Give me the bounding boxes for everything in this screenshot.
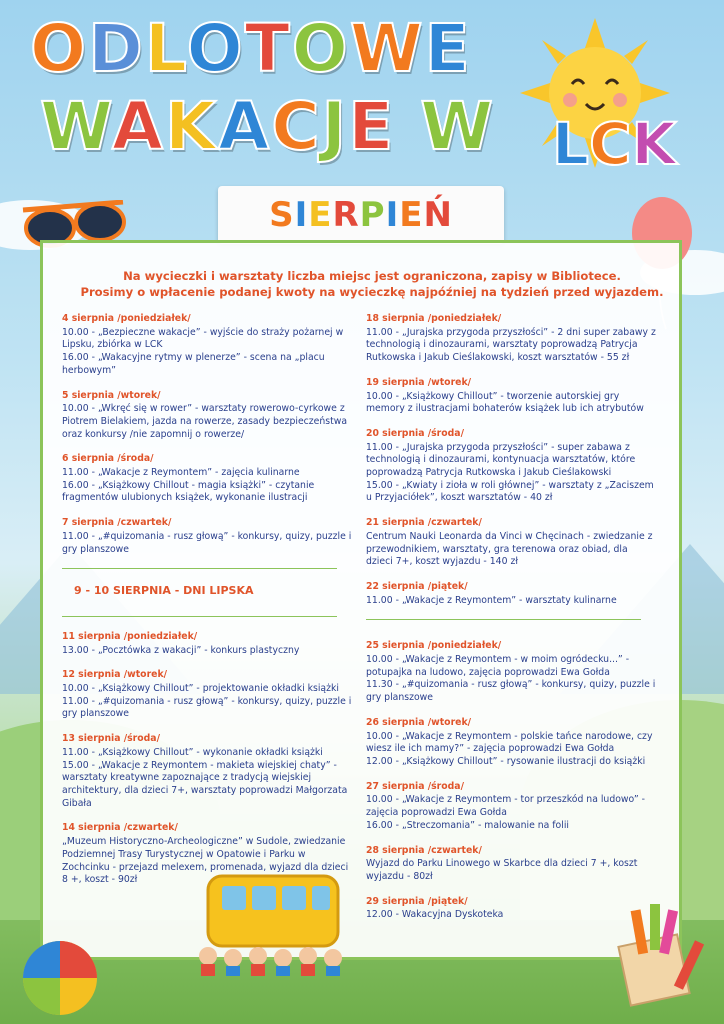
schedule-day	[62, 390, 352, 442]
day-event: 13.00 - „Pocztówka z wakacji” - konkurs plastyczny	[62, 644, 300, 656]
schedule-day	[366, 428, 656, 505]
title-letter: W	[40, 88, 112, 165]
day-date: 22 sierpnia /piątek/	[366, 580, 468, 592]
day-event: 11.00 - „Wakacje z Reymontem” - warsztaty kulinarne	[366, 594, 617, 606]
day-date: 11 sierpnia /poniedziałek/	[62, 630, 198, 642]
title-line2	[40, 88, 495, 165]
month-letter: P	[359, 195, 386, 235]
title-letter: E	[348, 88, 396, 165]
title-letter: E	[424, 10, 472, 87]
day-date: 5 sierpnia /wtorek/	[62, 389, 161, 401]
day-date: 20 sierpnia /środa/	[366, 427, 464, 439]
day-event: 16.00 - „Książkowy Chillout - magia książki” - czytanie fragmentów ulubionych książek, wykonanie ilustracji	[62, 479, 315, 504]
day-event: 11.00 - „Jurajska przygoda przyszłości” - 2 dni super zabawy z technologią i dinozaurami, warsztaty poprowadzą Patrycja Rutkowska i Jakub Cieślakowski, koszt warsztatów - 55 zł	[366, 326, 656, 364]
day-event: 10.00 - „Wakacje z Reymontem - polskie tańce narodowe, czy wiesz ile ich mamy?” - zajęcia poprowadzi Ewa Gołda	[366, 730, 653, 755]
beach-ball-icon	[20, 938, 100, 1018]
day-event: 11.00 - „Wakacje z Reymontem” - zajęcia kulinarne	[62, 467, 300, 479]
intro-line1: Na wycieczki i warsztaty liczba miejsc jest ograniczona, zapisy w Bibliotece.	[123, 269, 621, 283]
day-date: 21 sierpnia /czwartek/	[366, 517, 482, 529]
schedule-day	[366, 313, 656, 365]
day-date: 27 sierpnia /środa/	[366, 780, 464, 792]
title-letter: D	[88, 10, 145, 87]
day-event: 16.00 - „Streczomania” - malowanie na folii	[366, 819, 569, 831]
day-event: 15.00 - „Kwiaty i zioła w roli głównej” - warsztaty z „Zaciszem u Przyjaciółek”, koszt warsztatów - 40 zł	[366, 479, 654, 504]
title-letter: T	[244, 10, 292, 87]
right-column	[366, 313, 656, 934]
day-event: Wyjazd do Parku Linowego w Skarbce dla dzieci 7 +, koszt wyjazdu - 80zł	[366, 858, 638, 882]
title-letter: K	[164, 88, 219, 165]
schedule-day	[62, 453, 352, 505]
schedule-day	[366, 581, 656, 607]
day-date: 18 sierpnia /poniedziałek/	[366, 313, 502, 324]
month-letter: I	[385, 195, 400, 235]
day-event: 10.00 - „Wkręć się w rower” - warsztaty rowerowo-cyrkowe z Piotrem Bielakiem, jazda na rowerze, zasady bezpieczeństwa oraz konkursy /nie zapomnij o rowerze/	[62, 403, 348, 440]
schedule-day	[366, 640, 656, 705]
title-line1	[30, 10, 472, 87]
day-date: 14 sierpnia /czwartek/	[62, 822, 178, 834]
divider	[62, 568, 337, 569]
crayons-icon	[604, 900, 714, 1010]
lck-letter: L	[552, 110, 589, 178]
title-letter: O	[291, 10, 350, 87]
title-letter: W	[420, 88, 496, 165]
lck-logo	[552, 110, 677, 178]
day-date: 13 sierpnia /środa/	[62, 733, 160, 745]
schedule-day	[366, 781, 656, 833]
month-letter: S	[269, 195, 295, 235]
month-letter: Ń	[423, 195, 453, 235]
title-letter: C	[271, 88, 322, 165]
divider	[62, 616, 337, 617]
schedule-day	[62, 669, 352, 721]
day-event: 10.00 - „Książkowy Chillout” - tworzenie autorskiej gry memory z ilustracjami bohaterów książek lub ich atrybutów	[366, 390, 644, 415]
day-date: 6 sierpnia /środa/	[62, 453, 154, 465]
day-event: 15.00 - „Wakacje z Reymontem - makieta wiejskiej chaty” - warsztaty kreatywne zapoznające z tradycją wiejskiej architektury, dla dzieci 7+, warsztaty poprowadzi Małgorzata Gibała	[62, 759, 348, 809]
day-date: 7 sierpnia /czwartek/	[62, 517, 172, 529]
title-letter: W	[349, 10, 425, 87]
intro-text	[72, 268, 672, 300]
day-date: 25 sierpnia /poniedziałek/	[366, 640, 502, 652]
title-letter: J	[321, 88, 349, 165]
month-letter: E	[399, 195, 424, 235]
day-event: 11.00 - „Jurajska przygoda przyszłości” - super zabawa z technologią i dinozaurami, kontynuacja warsztatów, które poprowadzą Patrycja Rutkowska i Jakub Cieślakowski	[366, 441, 636, 479]
day-event: 16.00 - „Wakacyjne rytmy w plenerze” - scena na „placu herbowym”	[62, 352, 325, 376]
title-letter: L	[144, 10, 187, 87]
day-event: 11.00 - „#quizomania - rusz głową” - konkursy, quizy, puzzle i gry planszowe	[62, 695, 352, 720]
schedule-day	[62, 733, 352, 810]
month-letter: I	[294, 195, 309, 235]
day-event: 10.00 - „Wakacje z Reymontem - tor przeszkód na ludowo” - zajęcia poprowadzi Ewa Gołda	[366, 794, 646, 819]
title-letter	[395, 88, 420, 165]
month-letter: E	[308, 195, 333, 235]
school-bus-icon	[188, 868, 348, 978]
day-date: 4 sierpnia /poniedziałek/	[62, 313, 191, 324]
day-event: 12.00 - „Książkowy Chillout” - rysowanie ilustracji do książki	[366, 755, 646, 767]
divider	[366, 619, 641, 620]
day-date: 29 sierpnia /piątek/	[366, 895, 468, 907]
day-date: 28 sierpnia /czwartek/	[366, 844, 482, 856]
title-letter: A	[111, 88, 165, 165]
schedule-day	[366, 377, 656, 416]
day-event: „Muzeum Historyczno-Archeologiczne” w Sudole, zwiedzanie Podziemnej Trasy Turystycznej w Opatowie i Parku w Zochcinku - przejazd melexem, promenada, wyjazd dla dzieci 8 +, koszt - 90zł	[62, 836, 349, 886]
day-event: 11.00 - „#quizomania - rusz głową” - konkursy, quizy, puzzle i gry planszowe	[62, 530, 352, 555]
intro-line2: Prosimy o wpłacenie podanej kwoty na wycieczkę najpóźniej na tydzień przed wyjazdem.	[80, 285, 664, 299]
day-event: 11.30 - „#quizomania - rusz głową” - konkursy, quizy, puzzle i gry planszowe	[366, 679, 656, 704]
title-letter: A	[218, 88, 272, 165]
day-date: 12 sierpnia /wtorek/	[62, 669, 168, 681]
schedule-day	[366, 717, 656, 769]
title-letter: O	[186, 10, 245, 87]
month-letter: R	[332, 195, 360, 235]
schedule-day	[62, 631, 352, 657]
day-event: 10.00 - „Wakacje z Reymontem - w moim ogródecku...” - potupajka na ludowo, zajęcia poprowadzi Ewa Gołda	[366, 654, 630, 678]
schedule-day	[366, 845, 656, 884]
lck-letter: C	[588, 110, 632, 178]
special-event: 9 - 10 SIERPNIA - DNI LIPSKA	[74, 584, 254, 598]
day-date: 26 sierpnia /wtorek/	[366, 716, 472, 728]
day-date: 19 sierpnia /wtorek/	[366, 376, 472, 388]
month-banner	[218, 186, 504, 244]
left-column	[62, 313, 352, 899]
lck-letter: K	[631, 110, 677, 178]
schedule-day	[366, 517, 656, 569]
day-event: 10.00 - „Bezpieczne wakacje” - wyjście do straży pożarnej w Lipsku, zbiórka w LCK	[62, 326, 344, 351]
day-event: 12.00 - Wakacyjna Dyskoteka	[366, 909, 504, 921]
title-letter: O	[30, 10, 89, 87]
schedule-day	[62, 517, 352, 556]
day-event: 11.00 - „Książkowy Chillout” - wykonanie okładki książki	[62, 746, 323, 758]
day-event: 10.00 - „Książkowy Chillout” - projektowanie okładki książki	[62, 683, 339, 695]
day-event: Centrum Nauki Leonarda da Vinci w Chęcinach - zwiedzanie z przewodnikiem, warsztaty, gra terenowa oraz obiad, dla dzieci 7+, koszt wyjazdu - 140 zł	[366, 530, 653, 568]
schedule-day	[62, 313, 352, 378]
